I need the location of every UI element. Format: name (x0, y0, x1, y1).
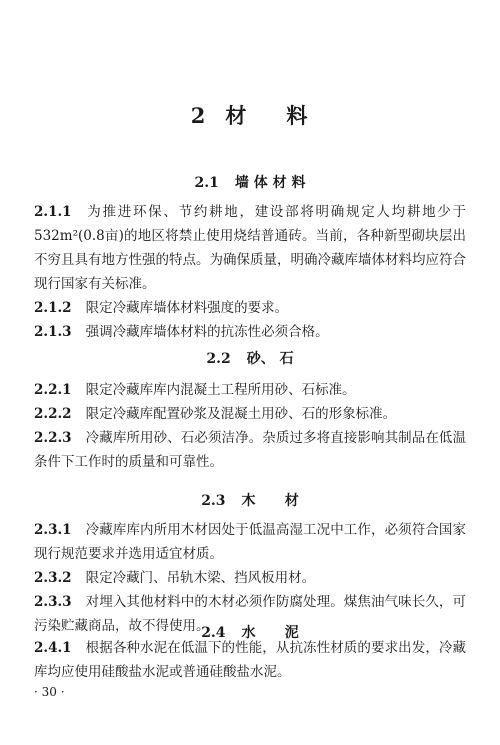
section-title: 水 泥 (241, 625, 299, 641)
chapter-title-char-2: 料 (286, 103, 310, 128)
clause-text: 限定冷藏库配置砂浆及混凝土用砂、石的形象标准。 (85, 406, 397, 422)
clause-2-2-2 (34, 402, 466, 426)
clause-2-4-1 (34, 636, 466, 684)
clause-number: 2.1.3 (34, 324, 72, 340)
section-title: 砂、 石 (246, 351, 294, 367)
clause-2-3-2 (34, 566, 466, 590)
clause-text: 冷藏库所用砂、石必须洁净。杂质过多将直接影响其制品在低温条件下工作时的质量和可靠性。 (34, 430, 466, 470)
clause-text: 限定冷藏库库内混凝土工程所用砂、石标准。 (85, 382, 356, 398)
section-heading-2-2 (0, 348, 500, 368)
section-heading-2-3 (0, 490, 500, 510)
clause-text: 限定冷藏门、吊轨木梁、挡风板用材。 (85, 570, 316, 586)
clause-2-2-1 (34, 378, 466, 402)
clause-text: 根据各种水泥在低温下的性能，从抗冻性材质的要求出发，冷藏库均应使用硅酸盐水泥或普通硅酸盐水泥。 (34, 640, 466, 680)
chapter-title (0, 100, 500, 130)
clause-number: 2.2.1 (34, 382, 72, 398)
section-number: 2.4 (201, 625, 226, 641)
clause-2-2-3 (34, 426, 466, 474)
chapter-title-char-1: 材 (225, 103, 249, 128)
clause-2-1-3 (34, 320, 466, 344)
page-number: · 30 · (34, 685, 65, 699)
section-title: 墙 体 材 料 (234, 175, 306, 191)
clause-text: 限定冷藏库墙体材料强度的要求。 (85, 300, 289, 316)
clause-2-1-2 (34, 296, 466, 320)
section-number: 2.1 (194, 175, 219, 191)
clause-number: 2.1.1 (34, 204, 72, 220)
clause-number: 2.3.1 (34, 522, 72, 538)
clause-text: 为推进环保、节约耕地，建设部将明确规定人均耕地少于532m²(0.8亩)的地区将禁止使用烧结普通砖。当前，各种新型砌块层出不穷且具有地方性强的特点。为确保质量，明确冷藏库墙体材料均应符合现行国家有关标准。 (34, 204, 466, 292)
clause-number: 2.1.2 (34, 300, 72, 316)
section-number: 2.2 (206, 351, 231, 367)
chapter-number: 2 (190, 103, 208, 128)
clause-number: 2.3.3 (34, 594, 72, 610)
clause-number: 2.2.3 (34, 430, 72, 446)
clause-text: 冷藏库库内所用木材因处于低温高湿工况中工作，必须符合国家现行规范要求并选用适宜材质。 (34, 522, 466, 562)
section-heading-2-1 (0, 172, 500, 192)
clause-number: 2.4.1 (34, 640, 72, 656)
clause-text: 强调冷藏库墙体材料的抗冻性必须合格。 (85, 324, 329, 340)
clause-number: 2.2.2 (34, 406, 72, 422)
clause-2-1-1 (34, 200, 466, 296)
section-number: 2.3 (201, 493, 226, 509)
clause-text: 对埋入其他材料中的木材必须作防腐处理。煤焦油气味长久，可污染贮藏商品，故不得使用。 (34, 594, 466, 634)
section-title: 木 材 (241, 493, 299, 509)
clause-number: 2.3.2 (34, 570, 72, 586)
clause-2-3-1 (34, 518, 466, 566)
